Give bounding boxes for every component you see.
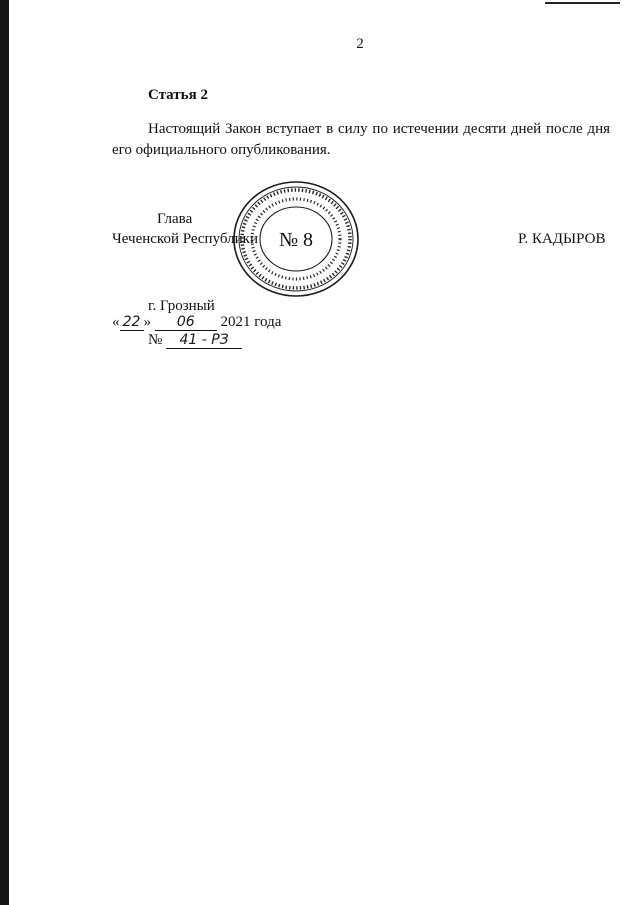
signer-title: Глава — [157, 211, 193, 227]
page-number: 2 — [356, 36, 364, 52]
date-year: 2021 года — [220, 314, 282, 330]
law-number — [148, 332, 242, 349]
number-label: № — [148, 332, 163, 348]
article-body: Настоящий Закон вступает в силу по истечении десяти дней после дня его официального опубликования. — [112, 121, 610, 158]
issue-date — [112, 314, 281, 331]
number-value: 41 - РЗ — [166, 333, 242, 349]
date-month: 06 — [155, 315, 217, 331]
signer-organization: Чеченской Республики — [112, 231, 258, 247]
quote-close: » — [143, 314, 151, 330]
date-day: 22 — [120, 315, 144, 331]
scan-left-edge — [0, 0, 9, 905]
article-title: Статья 2 — [148, 87, 208, 103]
official-seal — [228, 178, 360, 300]
top-rule — [545, 2, 620, 4]
quote-open: « — [112, 314, 120, 330]
signer-name: Р. КАДЫРОВ — [518, 231, 606, 247]
issue-place: г. Грозный — [148, 298, 215, 314]
seal-number: № 8 — [278, 229, 314, 251]
